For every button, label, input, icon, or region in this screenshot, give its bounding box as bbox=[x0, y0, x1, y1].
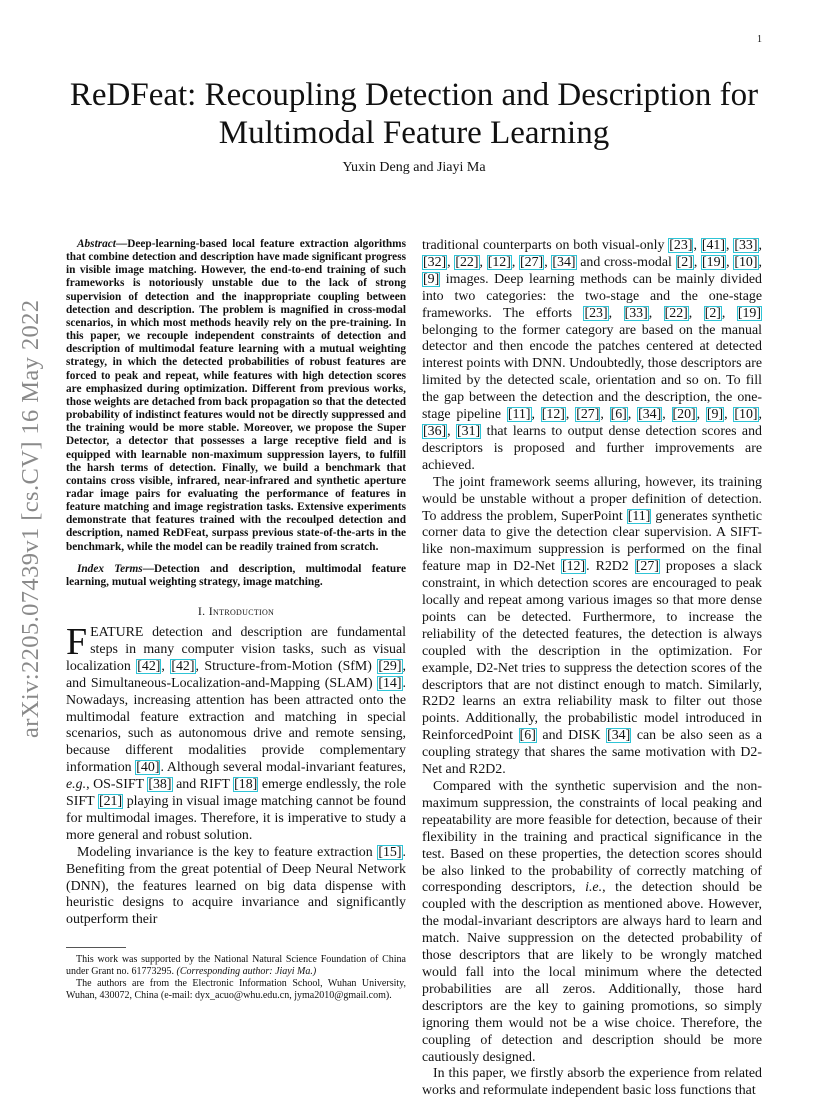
citation-link[interactable]: [33] bbox=[624, 305, 648, 321]
citation-link[interactable]: [9] bbox=[423, 271, 440, 287]
citation-link[interactable]: [21] bbox=[98, 794, 123, 810]
citation-link[interactable]: [40] bbox=[136, 760, 160, 776]
citation-link[interactable]: [12] bbox=[541, 407, 565, 423]
footnote-divider bbox=[66, 947, 126, 948]
page-number: 1 bbox=[757, 34, 762, 45]
citation-link[interactable]: [11] bbox=[507, 407, 531, 423]
citation-link[interactable]: [32] bbox=[423, 254, 447, 270]
arxiv-identifier-stamp[interactable]: arXiv:2205.07439v1 [cs.CV] 16 May 2022 bbox=[17, 299, 44, 738]
citation-link[interactable]: [36] bbox=[423, 423, 447, 439]
citation-link[interactable]: [10] bbox=[734, 407, 758, 423]
left-column bbox=[66, 238, 406, 1002]
citation-link[interactable]: [10] bbox=[734, 254, 758, 270]
citation-link[interactable]: [18] bbox=[234, 777, 258, 793]
index-terms-label: Index Terms bbox=[77, 562, 143, 575]
citation-link[interactable]: [11] bbox=[627, 508, 651, 524]
title-line-1: ReDFeat: Recoupling Detection and Description for bbox=[69, 77, 759, 113]
first-word-rest: EATURE bbox=[90, 624, 144, 640]
title-line-2: Multimodal Feature Learning bbox=[218, 115, 610, 151]
citation-link[interactable]: [27] bbox=[576, 407, 600, 423]
citation-link[interactable]: [41] bbox=[701, 238, 725, 253]
citation-link[interactable]: [6] bbox=[610, 407, 627, 423]
section-numeral: I. bbox=[197, 604, 209, 619]
index-terms-text: —Detection and description, multimodal feature learning, mutual weighting strategy, image matching. bbox=[66, 562, 406, 588]
section-title: Introduction bbox=[208, 604, 275, 619]
intro-paragraph-2: Modeling invariance is the key to feature extraction [15]. Benefiting from the great potential of Deep Neural Network (DNN), the features learned on big data dispense with heuristic designs to acquire invariance and significantly outperform their bbox=[66, 844, 406, 928]
right-paragraph-1: traditional counterparts on both visual-only [23], [41], [33], [32], [22], [12], [27], [34] and cross-modal [2], [19], [10], [9] images. Deep learning methods can be mainly divided into two categories: the two-stage and the one-stage frameworks. The efforts [23], [33], [22], [2], [19] belonging to the former category are based on the manual detector and then encode the patches centered at detected interest points with DNN. Undoubtedly, those descriptors are limited by the detected scale, orientation and so on. To fill the gap between the detection and the description, the one-stage pipeline [11], [12], [27], [6], [34], [20], [9], [10], [36], [31] that learns to output dense detection scores and descriptors is proposed and further improvements are achieved. bbox=[422, 238, 763, 473]
citation-link[interactable]: [6] bbox=[519, 728, 536, 744]
footnote-funding: This work was supported by the National Natural Science Foundation of China under Grant no. 61773295. (Corresponding author: Jiayi Ma.) bbox=[66, 954, 406, 978]
right-paragraph-4: In this paper, we firstly absorb the experience from related works and reformulate independent basic loss functions that bbox=[422, 1066, 762, 1099]
citation-link[interactable]: [42] bbox=[137, 658, 161, 674]
citation-link[interactable]: [19] bbox=[702, 254, 726, 270]
drop-cap: F bbox=[66, 620, 88, 663]
citation-link[interactable]: [29] bbox=[378, 658, 402, 674]
citation-link[interactable]: [38] bbox=[148, 777, 172, 793]
citation-link[interactable]: [23] bbox=[669, 238, 693, 253]
intro-paragraph-1: FEATURE detection and description are fundamental steps in many computer vision tasks, such as visual localization [42], [42], Structure-from-Motion (SfM) [29], and Simultaneous-Localization-and-Mapping (SLAM) [14]. Nowadays, increasing attention has been attracted onto the multimodal feature extraction and matching in special scenarios, such as autonomous drive and remote sensing, because different modalities provide complementary information [40]. Although several modal-invariant features, e.g., OS-SIFT [38] and RIFT [18] emerge endlessly, the role SIFT [21] playing in visual image matching cannot be found for multimodal images. Therefore, it is imperative to study a more general and robust solution. bbox=[66, 620, 406, 843]
right-column bbox=[422, 238, 762, 1100]
citation-link[interactable]: [34] bbox=[552, 254, 576, 270]
citation-link[interactable]: [2] bbox=[676, 254, 693, 270]
citation-link[interactable]: [19] bbox=[737, 305, 761, 321]
citation-link[interactable]: [12] bbox=[487, 254, 511, 270]
abstract-label: Abstract bbox=[77, 238, 116, 250]
citation-link[interactable]: [27] bbox=[520, 254, 544, 270]
author-list: Yuxin Deng and Jiayi Ma bbox=[342, 160, 486, 175]
citation-link[interactable]: [9] bbox=[706, 407, 724, 423]
right-paragraph-3: Compared with the synthetic supervision and the non-maximum suppression, the constraints of local peaking and repeatability are more feasible for detection, because of their flexibility in the training and practical significance in the test. Based on these properties, the detection scores should be also linked to the probability of correctly matching of corresponding descriptors, i.e., the detection should be coupled with the description as mentioned above. However, the modal-invariant descriptors are always hard to learn and match. Naive suppression on the detected probability of those descriptors that are likely to be wrongly matched would fall into the local minimum where the detected probabilities are all zeros. Additionally, those hard descriptors are the key to gaining promotions, so simply ignoring them would not be a wise choice. Therefore, the coupling of detection and description should be more cautiously designed. bbox=[422, 779, 762, 1065]
footnote-affiliation: The authors are from the Electronic Information School, Wuhan University, Wuhan, 430072, China (e-mail: dyx_acuo@whu.edu.cn, jyma2010@gmail.com). bbox=[66, 978, 406, 1002]
citation-link[interactable]: [12] bbox=[561, 559, 586, 575]
citation-link[interactable]: [34] bbox=[638, 407, 662, 423]
citation-link[interactable]: [20] bbox=[672, 407, 696, 423]
citation-link[interactable]: [22] bbox=[664, 305, 688, 321]
right-paragraph-2: The joint framework seems alluring, however, its training would be unstable without a proper definition of detection. To address the problem, SuperPoint [11] generates synthetic corner data to give the detection clear supervision. A SIFT-like non-maximum suppression is performed on the final feature map in D2-Net [12]. R2D2 [27] proposes a slack constraint, in which detection scores are encouraged to peak locally and repeat among various images so that more dense points can be detected. Furthermore, to increase the reliability of the detected features, the detection is always coupled with the description in the optimization. For example, D2-Net tries to suppress the detection scores of the descriptors that are not distinct enough to match. Similarly, R2D2 learns an extra reliability mask to filter out those points. Additionally, the probabilistic model introduced in ReinforcedPoint [6] and DISK [34] can be also seen as a coupling strategy that shares the same motivation with D2-Net and R2D2. bbox=[422, 474, 763, 778]
citation-link[interactable]: [2] bbox=[704, 305, 721, 321]
paper-title bbox=[40, 76, 788, 152]
index-terms bbox=[66, 563, 406, 589]
citation-link[interactable]: [27] bbox=[635, 559, 659, 575]
citation-link[interactable]: [31] bbox=[457, 423, 481, 439]
citation-link[interactable]: [33] bbox=[734, 238, 758, 253]
citation-link[interactable]: [15] bbox=[378, 844, 402, 860]
citation-link[interactable]: [23] bbox=[584, 305, 608, 321]
citation-link[interactable]: [22] bbox=[455, 254, 479, 270]
abstract bbox=[66, 238, 406, 554]
citation-link[interactable]: [14] bbox=[378, 675, 402, 691]
section-heading-introduction bbox=[66, 603, 406, 620]
citation-link[interactable]: [34] bbox=[607, 728, 631, 744]
citation-link[interactable]: [42] bbox=[171, 658, 195, 674]
abstract-text: —Deep-learning-based local feature extraction algorithms that combine detection and description have made significant progress in visible image matching. However, the end-to-end training of such frameworks is notoriously unstable due to the lack of strong supervision of detection and the inappropriate coupling between detection and description. The problem is magnified in cross-modal scenarios, in which most methods heavily rely on the pre-training. In this paper, we recouple independent constraints of detection and description of multimodal feature learning with a mutual weighting strategy, in which the detected probabilities of robust features are forced to peak and repeat, while features with high detection scores are emphasized during optimization. Different from previous works, those weights are detached from back propagation so that the detected probability of indistinct features would not be directly suppressed and the training would be more stable. Moreover, we propose the Super Detector, a detector that possesses a large receptive field and is equipped with learnable non-maximum suppression layers, to fulfill the harsh terms of detection. Finally, we build a benchmark that contains cross visible, infrared, near-infrared and synthetic aperture radar image pairs for evaluating the performance of features in feature matching and image registration tasks. Extensive experiments demonstrate that features trained with the recoulped detection and description, named ReDFeat, surpass previous state-of-the-arts in the benchmark, while the model can be readily trained from scratch. bbox=[66, 238, 406, 553]
